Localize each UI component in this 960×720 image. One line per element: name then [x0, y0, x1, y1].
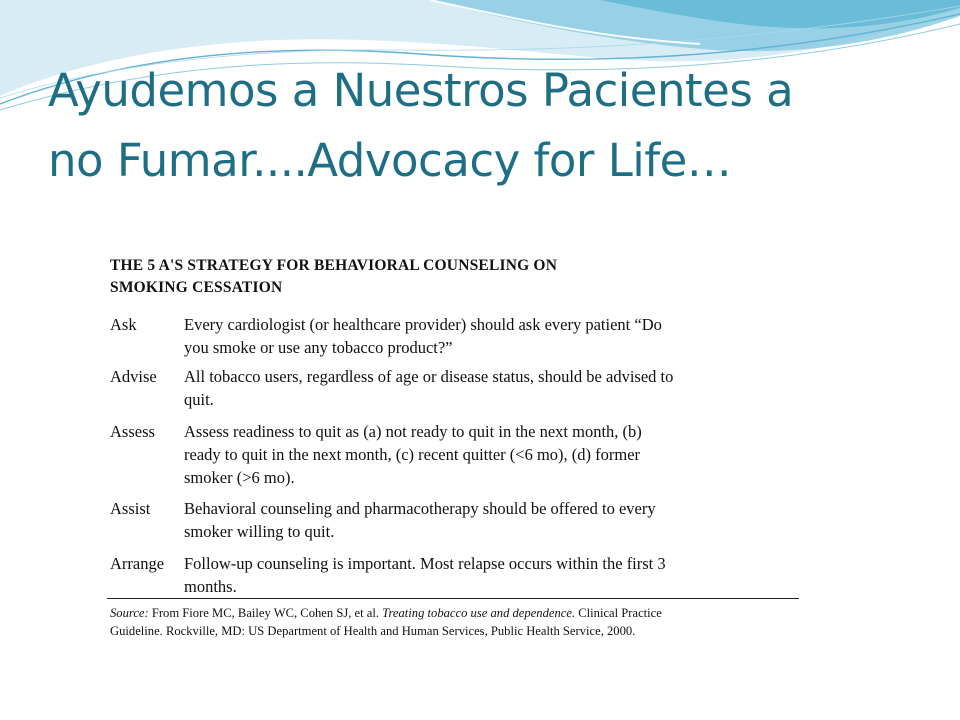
row-text	[184, 420, 800, 489]
source-authors: From Fiore MC, Bailey WC, Cohen SJ, et al.	[148, 606, 383, 620]
source-book-title: Treating tobacco use and dependence.	[382, 606, 576, 620]
slide-title-line-1: Ayudemos a Nuestros Pacientes a	[48, 64, 794, 117]
table-bottom-rule	[107, 598, 799, 599]
row-text-line: All tobacco users, regardless of age or disease status, should be advised to	[184, 367, 674, 386]
source-citation	[110, 604, 800, 640]
row-text-line: ready to quit in the next month, (c) recent quitter (<6 mo), (d) former	[184, 445, 641, 464]
row-label: Assist	[110, 499, 151, 518]
row-text-line: quit.	[184, 390, 214, 409]
row-text-line: months.	[184, 577, 237, 596]
row-label: Advise	[110, 367, 157, 386]
table-title-line-2: SMOKING CESSATION	[110, 279, 283, 296]
row-text-line: smoker (>6 mo).	[184, 468, 295, 487]
slide-title	[48, 56, 938, 196]
row-text-line: Behavioral counseling and pharmacotherapy should be offered to every	[184, 499, 656, 518]
row-text-line: you smoke or use any tobacco product?”	[184, 338, 453, 357]
source-line-2: Guideline. Rockville, MD: US Department of Health and Human Services, Public Health Service, 2000.	[110, 624, 636, 638]
row-text-line: Every cardiologist (or healthcare provider) should ask every patient “Do	[184, 315, 662, 334]
slide-title-line-2: no Fumar....Advocacy for Life…	[48, 134, 732, 187]
table-title-line-1: THE 5 A'S STRATEGY FOR BEHAVIORAL COUNSELING ON	[110, 257, 558, 274]
row-text	[184, 313, 800, 359]
source-rest: Clinical Practice	[575, 606, 662, 620]
source-label: Source:	[110, 606, 149, 620]
row-text-line: Follow-up counseling is important. Most relapse occurs within the first 3	[184, 554, 666, 573]
row-label: Ask	[110, 315, 137, 334]
row-text	[184, 497, 800, 543]
row-text-line: Assess readiness to quit as (a) not ready to quit in the next month, (b)	[184, 422, 642, 441]
five-as-strategy-table-image	[99, 240, 811, 660]
row-text	[184, 365, 800, 411]
table-title	[110, 255, 790, 299]
row-label: Arrange	[110, 554, 165, 573]
row-label: Assess	[110, 422, 155, 441]
row-text-line: smoker willing to quit.	[184, 522, 335, 541]
row-text	[184, 552, 800, 598]
